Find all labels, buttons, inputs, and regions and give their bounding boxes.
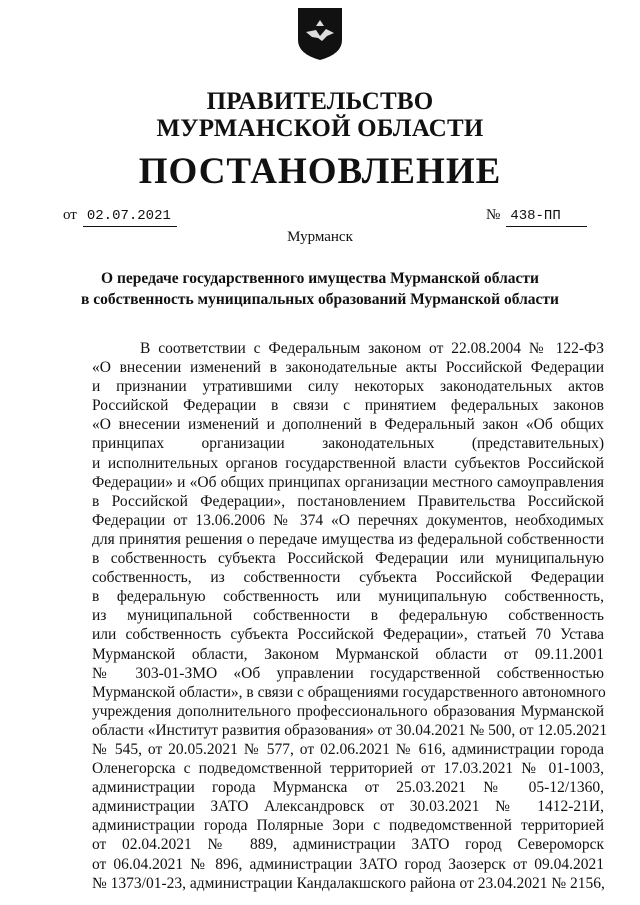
number-value: 438-ПП — [506, 207, 586, 227]
body-line: «О внесении изменений в законодательные акты Российской Федерации — [92, 359, 604, 377]
document-number — [486, 206, 587, 227]
government-title — [0, 88, 640, 142]
body-line: № 303-01-ЗМО «Об управлении государственной собственностью — [92, 664, 604, 682]
body-line: администрации ЗАТО Александровск от 30.03.2021 № 1412-21И, — [92, 798, 604, 816]
date-value: 02.07.2021 — [83, 207, 177, 227]
body-line: в федеральную собственность или муниципальную собственность, — [92, 588, 604, 606]
body-line: Мурманской области», в связи с обращениями государственного автономного — [92, 683, 606, 701]
government-title-line2: МУРМАНСКОЙ ОБЛАСТИ — [156, 115, 484, 142]
body-line: из муниципальной собственности в федеральную собственность — [92, 607, 604, 625]
body-line: собственность, из собственности субъекта Российской Федерации — [92, 569, 604, 587]
body-line: администрации города Полярные Зори с подведомственной территорией — [92, 817, 604, 835]
body-paragraph — [92, 339, 608, 893]
subject-line1: О передаче государственного имущества Мурманской области — [101, 270, 539, 287]
date-label: от — [63, 207, 77, 223]
body-line: № 545, от 20.05.2021 № 577, от 02.06.2021 № 616, администрации города — [92, 740, 604, 758]
body-line: Федерации» и «Об общих принципах организации местного самоуправления — [92, 473, 604, 491]
document-subject — [0, 268, 640, 310]
body-line: Федерации от 13.06.2006 № 374 «О перечнях документов, необходимых — [92, 511, 604, 529]
document-date — [63, 206, 177, 227]
body-line: Мурманской области, Законом Мурманской области от 09.11.2001 — [92, 645, 604, 663]
body-line: «О внесении изменений и дополнений в Федеральный закон «Об общих — [92, 416, 604, 434]
number-label: № — [486, 207, 501, 223]
body-line: и исполнительных органов государственной власти субъектов Российской — [92, 454, 604, 472]
body-line: учреждения дополнительного профессионального образования Мурманской — [92, 702, 604, 720]
city: Мурманск — [287, 229, 353, 245]
body-line: администрации города Мурманска от 25.03.2021 № 05-12/1360, — [92, 779, 604, 797]
body-line: или собственность субъекта Российской Федерации», статьей 70 Устава — [92, 626, 604, 644]
body-line: № 1373/01-23, администрации Кандалакшского района от 23.04.2021 № 2156, — [92, 874, 605, 892]
body-line: и признании утратившими силу некоторых законодательных актов — [92, 378, 604, 396]
body-line: Российской Федерации в связи с принятием федеральных законов — [92, 397, 604, 415]
body-line: в собственность субъекта Российской Федерации или муниципальную — [92, 550, 604, 568]
body-line: В соответствии с Федеральным законом от 22.08.2004 № 122-ФЗ — [140, 340, 604, 357]
government-title-line1: ПРАВИТЕЛЬСТВО — [206, 88, 434, 115]
body-line: Оленегорска с подведомственной территорией от 17.03.2021 № 01-1003, — [92, 760, 604, 778]
body-line: в Российской Федерации», постановлением Правительства Российской — [92, 492, 604, 510]
body-line: области «Институт развития образования» от 30.04.2021 № 500, от 12.05.2021 — [92, 721, 608, 739]
coat-of-arms-icon — [296, 6, 344, 62]
body-line: от 06.04.2021 № 896, администрации ЗАТО город Заозерск от 09.04.2021 — [92, 855, 604, 873]
body-line: от 02.04.2021 № 889, администрации ЗАТО город Североморск — [92, 836, 604, 854]
body-line: принципах организации законодательных (представительных) — [92, 435, 604, 453]
subject-line2: в собственность муниципальных образований Мурманской области — [81, 291, 559, 308]
document-type: ПОСТАНОВЛЕНИЕ — [138, 151, 502, 192]
body-line: для принятия решения о передаче имущества из федеральной собственности — [92, 530, 604, 548]
